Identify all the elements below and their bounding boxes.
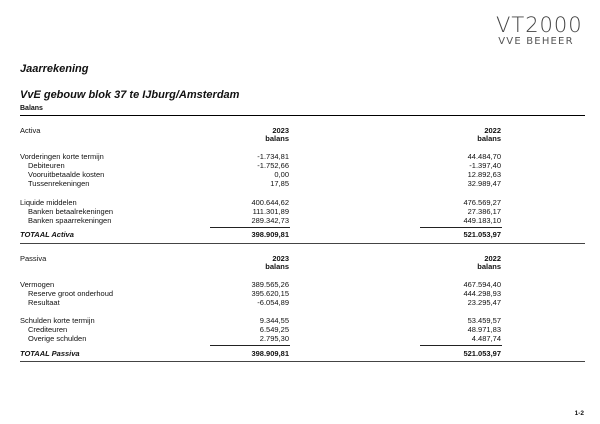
value-2022: 23.295,47 (467, 298, 501, 307)
value-2022: 476.569,27 (463, 198, 501, 207)
passiva-col-2023-year: 2023 (272, 254, 289, 263)
row-label: Vorderingen korte termijn (20, 152, 104, 161)
activa-col-2022-year: 2022 (484, 126, 501, 135)
sum-rule (420, 345, 502, 346)
value-2023: 0,00 (274, 170, 289, 179)
passiva-total-2023: 398.909,81 (251, 349, 289, 358)
logo-wordmark: VT2000 (496, 13, 583, 37)
value-2023: 400.644,62 (251, 198, 289, 207)
passiva-col-2022-sub: balans (477, 262, 501, 271)
value-2023: 17,85 (270, 179, 289, 188)
section-divider (20, 361, 585, 362)
company-logo (496, 13, 583, 48)
passiva-col-2023-sub: balans (265, 262, 289, 271)
sum-rule (420, 227, 502, 228)
row-label: Vooruitbetaalde kosten (28, 170, 105, 179)
passiva-heading: Passiva (20, 254, 47, 263)
value-2023: -1.752,66 (257, 161, 289, 170)
passiva-total-2022: 521.053,97 (463, 349, 501, 358)
page-number: 1-2 (574, 410, 584, 417)
document-title: Jaarrekening (20, 63, 89, 75)
value-2023: -1.734,81 (257, 152, 289, 161)
value-2022: 32.989,47 (467, 179, 501, 188)
row-label: Schulden korte termijn (20, 316, 95, 325)
row-label: Liquide middelen (20, 198, 77, 207)
sum-rule (210, 227, 290, 228)
value-2023: 289.342,73 (251, 216, 289, 225)
row-label: Banken betaalrekeningen (28, 207, 114, 216)
activa-total-label: TOTAAL Activa (20, 230, 74, 239)
section-divider (20, 243, 585, 244)
row-label: Vermogen (20, 280, 55, 289)
section-title: Balans (20, 105, 43, 112)
value-2022: 44.484,70 (467, 152, 501, 161)
row-label: Crediteuren (28, 325, 68, 334)
value-2023: 2.795,30 (259, 334, 289, 343)
entity-name: VvE gebouw blok 37 te IJburg/Amsterdam (20, 89, 240, 101)
value-2022: 12.892,63 (467, 170, 501, 179)
value-2022: -1.397,40 (469, 161, 501, 170)
value-2023: 6.549,25 (259, 325, 289, 334)
activa-col-2023-sub: balans (265, 134, 289, 143)
activa-col-2023-year: 2023 (272, 126, 289, 135)
value-2022: 4.487,74 (471, 334, 501, 343)
value-2022: 444.298,93 (463, 289, 501, 298)
sum-rule (210, 345, 290, 346)
activa-total-2022: 521.053,97 (463, 230, 501, 239)
value-2022: 467.594,40 (463, 280, 501, 289)
header-divider (20, 115, 585, 116)
value-2022: 53.459,57 (467, 316, 501, 325)
logo-subtitle: VVE BEHEER (498, 36, 574, 47)
passiva-total-label: TOTAAL Passiva (20, 349, 80, 358)
activa-col-2022-sub: balans (477, 134, 501, 143)
row-label: Tussenrekeningen (28, 179, 90, 188)
activa-total-2023: 398.909,81 (251, 230, 289, 239)
row-label: Reserve groot onderhoud (28, 289, 114, 298)
row-label: Resultaat (28, 298, 60, 307)
value-2023: 9.344,55 (259, 316, 289, 325)
value-2022: 27.386,17 (467, 207, 501, 216)
row-label: Debiteuren (28, 161, 65, 170)
value-2023: 395.620,15 (251, 289, 289, 298)
value-2022: 449.183,10 (463, 216, 501, 225)
value-2023: 389.565,26 (251, 280, 289, 289)
value-2022: 48.971,83 (467, 325, 501, 334)
value-2023: -6.054,89 (257, 298, 289, 307)
row-label: Banken spaarrekeningen (28, 216, 112, 225)
value-2023: 111.301,89 (252, 207, 289, 216)
row-label: Overige schulden (28, 334, 87, 343)
passiva-col-2022-year: 2022 (484, 254, 501, 263)
activa-heading: Activa (20, 126, 41, 135)
